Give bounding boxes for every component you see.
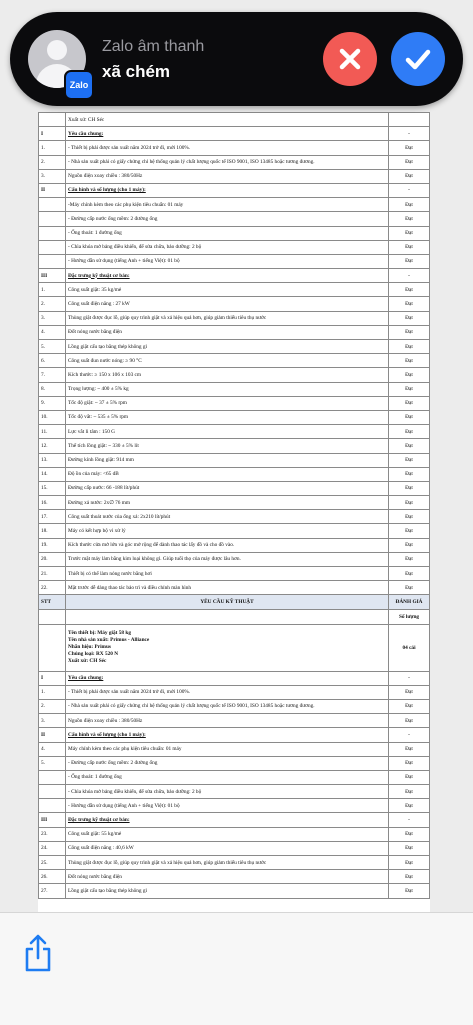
table-row: [39, 581, 430, 595]
row-requirement: Máy có kết hợp bộ vi xử lý: [66, 524, 389, 538]
row-requirement: -Máy chính kèm theo các phụ kiện tiêu chuẩn: 01 máy: [66, 198, 389, 212]
decline-button[interactable]: [323, 32, 377, 86]
section-row: [39, 269, 430, 283]
row-requirement: - Thiết bị phải được sản xuất năm 2024 trở đi, mới 100%.: [66, 685, 389, 699]
table-row: [39, 538, 430, 552]
row-requirement: Trọng lượng: ~ 400 ± 5% kg: [66, 382, 389, 396]
row-number: III: [39, 813, 66, 827]
row-number: 20.: [39, 552, 66, 566]
row-requirement: Trước mặt máy làm bằng kim loại không gỉ. Giúp tuổi thọ của máy được lâu hơn.: [66, 552, 389, 566]
row-requirement: Tốc độ giặt: ~ 37 ± 5% rpm: [66, 396, 389, 410]
row-result: Đạt: [389, 453, 430, 467]
row-result: Đạt: [389, 410, 430, 424]
row-requirement: Kích thước cửa mở lớn và góc mở rộng để dành thao tác lấy đồ và cho đồ vào.: [66, 538, 389, 552]
device-brand: Nhãn hiệu: Primus: [68, 644, 111, 651]
table-row: [39, 841, 430, 855]
table-row: [39, 254, 430, 268]
row-number: [39, 254, 66, 268]
row-number: 22.: [39, 581, 66, 595]
table-row: [39, 870, 430, 884]
section-row: [39, 127, 430, 141]
row-result: Đạt: [389, 841, 430, 855]
row-requirement: Công suất điện năng : 27 kW: [66, 297, 389, 311]
row-result: Đạt: [389, 510, 430, 524]
table-row: [39, 453, 430, 467]
row-result: Đạt: [389, 382, 430, 396]
row-result: Đạt: [389, 425, 430, 439]
header-quantity: Số lượng: [389, 610, 430, 624]
share-icon[interactable]: [22, 933, 54, 973]
row-requirement: Công suất thoát nước của ống xả: 2x210 lít/phút: [66, 510, 389, 524]
bottom-toolbar: [0, 912, 473, 1025]
row-result: Đạt: [389, 354, 430, 368]
table-row: [39, 742, 430, 756]
row-number: 24.: [39, 841, 66, 855]
row-result: Đạt: [389, 884, 430, 898]
table-row: [39, 856, 430, 870]
row-number: 4.: [39, 742, 66, 756]
row-result: Đạt: [389, 155, 430, 169]
row-number: 26.: [39, 870, 66, 884]
row-number: 8.: [39, 382, 66, 396]
table-row: [39, 396, 430, 410]
row-result: Đạt: [389, 254, 430, 268]
row-requirement: Mặt trước dễ dàng thao tác bảo trì và điều chỉnh màn hình: [66, 581, 389, 595]
table-row: [39, 552, 430, 566]
row-number: 6.: [39, 354, 66, 368]
row-result: Đạt: [389, 467, 430, 481]
header-stt: STT: [39, 595, 66, 610]
row-number: 7.: [39, 368, 66, 382]
row-number: 3.: [39, 311, 66, 325]
row-result: Đạt: [389, 198, 430, 212]
table-row: [39, 155, 430, 169]
row-result: Đạt: [389, 212, 430, 226]
table-row: [39, 770, 430, 784]
table-row: [39, 425, 430, 439]
row-requirement: Công suất điện năng : 40,6 kW: [66, 841, 389, 855]
table-row: [39, 467, 430, 481]
row-number: [39, 785, 66, 799]
row-result: Đạt: [389, 827, 430, 841]
row-result: [389, 113, 430, 127]
row-number: 2.: [39, 699, 66, 713]
row-requirement: Thể tích lồng giặt: ~ 330 ± 5% lít: [66, 439, 389, 453]
row-result: Đạt: [389, 240, 430, 254]
row-result: Đạt: [389, 340, 430, 354]
table-row: [39, 496, 430, 510]
row-requirement: Lực vắt li tâm : 150 G: [66, 425, 389, 439]
row-requirement: Đốt nóng nước bằng điện: [66, 325, 389, 339]
row-number: II: [39, 728, 66, 742]
device-info: [68, 630, 386, 664]
row-result: -: [389, 813, 430, 827]
row-requirement: Nguồn điện xoay chiều : 380/50Hz: [66, 169, 389, 183]
section-row: [39, 813, 430, 827]
table-row: [39, 325, 430, 339]
table-row: [39, 226, 430, 240]
row-requirement: - Ống thoát: 1 đường ống: [66, 770, 389, 784]
row-number: 12.: [39, 439, 66, 453]
row-number: 4.: [39, 325, 66, 339]
row-number: [39, 198, 66, 212]
table-row: [39, 799, 430, 813]
row-result: -: [389, 728, 430, 742]
row-requirement: Cấu hình và số lượng (cho 1 máy):: [66, 183, 389, 197]
row-number: [39, 770, 66, 784]
checkmark-icon: [391, 32, 445, 86]
device-manufacturer: Tên nhà sản xuất: Primus - Alliance: [68, 637, 150, 644]
table-row: [39, 141, 430, 155]
row-requirement: Đặc trưng kỹ thuật cơ bản:: [66, 269, 389, 283]
row-number: [39, 799, 66, 813]
row-result: Đạt: [389, 856, 430, 870]
section-row: [39, 728, 430, 742]
row-number: 11.: [39, 425, 66, 439]
row-result: Đạt: [389, 756, 430, 770]
device-name: Tên thiết bị: Máy giặt 58 kg: [68, 630, 131, 637]
row-requirement: Máy chính kèm theo các phụ kiện tiêu chuẩn: 01 máy: [66, 742, 389, 756]
row-requirement: Lồng giặt cấu tạo bằng thép không gỉ: [66, 340, 389, 354]
table-row: [39, 198, 430, 212]
row-result: Đạt: [389, 538, 430, 552]
header-evaluation: ĐÁNH GIÁ: [389, 595, 430, 610]
table-row: [39, 410, 430, 424]
row-number: 13.: [39, 453, 66, 467]
row-requirement: Công suất giặt: 55 kg/mẻ: [66, 827, 389, 841]
row-requirement: Công suất giặt: 35 kg/mẻ: [66, 283, 389, 297]
table-row: [39, 699, 430, 713]
row-result: Đạt: [389, 283, 430, 297]
document-page: [38, 112, 430, 912]
table-row: [39, 481, 430, 495]
device-info-row: [39, 624, 430, 671]
row-result: Đạt: [389, 770, 430, 784]
row-requirement: - Nhà sản xuất phải có giấy chứng chỉ hệ thống quản lý chất lượng quốc tế ISO 9001, ISO 13485 hoặc tương đương.: [66, 699, 389, 713]
spec-table: [38, 112, 430, 899]
table-row: [39, 884, 430, 898]
row-number: I: [39, 671, 66, 685]
row-number: 10.: [39, 410, 66, 424]
table-row: [39, 439, 430, 453]
row-number: 9.: [39, 396, 66, 410]
row-number: 25.: [39, 856, 66, 870]
row-result: Đạt: [389, 552, 430, 566]
row-result: -: [389, 183, 430, 197]
table-row: [39, 340, 430, 354]
row-requirement: Yêu cầu chung:: [66, 127, 389, 141]
table-row: [39, 283, 430, 297]
table-row: [39, 297, 430, 311]
row-requirement: - Hướng dẫn sử dụng (tiếng Anh + tiếng Việt): 01 bộ: [66, 254, 389, 268]
row-requirement: - Đường cấp nước ống mềm: 2 đường ống: [66, 756, 389, 770]
row-number: 2.: [39, 297, 66, 311]
row-requirement: - Chìa khóa mở bảng điều khiển, để sửa chữa, bảo dưỡng: 2 bộ: [66, 240, 389, 254]
row-number: [39, 212, 66, 226]
row-number: 16.: [39, 496, 66, 510]
row-requirement: Đường xả nước: 2x∅ 76 mm: [66, 496, 389, 510]
row-result: Đạt: [389, 581, 430, 595]
row-result: -: [389, 671, 430, 685]
row-requirement: - Hướng dẫn sử dụng (tiếng Anh + tiếng Việt): 01 bộ: [66, 799, 389, 813]
row-result: -: [389, 127, 430, 141]
notification-message: xã chém: [102, 62, 171, 81]
row-result: Đạt: [389, 311, 430, 325]
table-row: [39, 382, 430, 396]
table-row: [39, 354, 430, 368]
notification-app-name: Zalo âm thanh: [102, 38, 205, 55]
table-row: [39, 113, 430, 127]
row-number: 18.: [39, 524, 66, 538]
row-result: -: [389, 269, 430, 283]
device-origin: Xuất xứ: CH Séc: [68, 657, 107, 664]
table-header-row: [39, 595, 430, 610]
row-requirement: Xuất xứ: CH Séc: [66, 113, 389, 127]
notification-banner[interactable]: [10, 12, 463, 106]
section-row: [39, 183, 430, 197]
table-row: [39, 714, 430, 728]
row-number: [39, 240, 66, 254]
row-requirement: - Ống thoát: 1 đường ống: [66, 226, 389, 240]
table-row: [39, 567, 430, 581]
row-result: Đạt: [389, 169, 430, 183]
device-model: Chủng loại: RX 520 N: [68, 651, 119, 657]
row-result: Đạt: [389, 141, 430, 155]
table-row: [39, 524, 430, 538]
row-number: 3.: [39, 714, 66, 728]
row-requirement: Đốt nóng nước bằng điện: [66, 870, 389, 884]
row-number: 21.: [39, 567, 66, 581]
row-result: Đạt: [389, 396, 430, 410]
row-requirement: Đường cấp nước: 66 -188 lít/phút: [66, 481, 389, 495]
row-requirement: Độ ồn của máy: <65 dB: [66, 467, 389, 481]
row-requirement: Kích thước: ≥ 150 x 106 x 103 cm: [66, 368, 389, 382]
row-result: Đạt: [389, 481, 430, 495]
row-result: Đạt: [389, 297, 430, 311]
row-requirement: Thùng giặt được đục lỗ, giúp quy trình giặt và xả hiệu quả hơn, giúp giảm thiểu tiêu thụ nước: [66, 856, 389, 870]
table-row: [39, 827, 430, 841]
table-row: [39, 785, 430, 799]
row-requirement: Thùng giặt được đục lỗ, giúp quy trình giặt và xả hiệu quả hơn, giúp giảm thiểu tiêu thụ nước: [66, 311, 389, 325]
row-result: Đạt: [389, 714, 430, 728]
row-requirement: - Thiết bị phải được sản xuất năm 2024 trở đi, mới 100%.: [66, 141, 389, 155]
row-requirement: - Chìa khóa mở bảng điều khiển, để sửa chữa, bảo dưỡng: 2 bộ: [66, 785, 389, 799]
table-subheader-row: [39, 610, 430, 624]
close-icon: [323, 32, 377, 86]
section-row: [39, 671, 430, 685]
row-result: Đạt: [389, 699, 430, 713]
row-number: [39, 226, 66, 240]
row-result: Đạt: [389, 742, 430, 756]
row-requirement: - Nhà sản xuất phải có giấy chứng chỉ hệ thống quản lý chất lượng quốc tế ISO 9001, ISO 13485 hoặc tương đương.: [66, 155, 389, 169]
row-number: 1.: [39, 283, 66, 297]
row-number: 2.: [39, 155, 66, 169]
row-requirement: Đường kính lồng giặt: 914 mm: [66, 453, 389, 467]
row-result: Đạt: [389, 226, 430, 240]
table-row: [39, 510, 430, 524]
row-result: Đạt: [389, 325, 430, 339]
zalo-app-icon: Zalo: [64, 70, 94, 100]
row-result: Đạt: [389, 685, 430, 699]
row-number: II: [39, 183, 66, 197]
row-number: 23.: [39, 827, 66, 841]
device-quantity: 04 cái: [389, 624, 430, 671]
row-number: III: [39, 269, 66, 283]
row-requirement: Tốc độ vắt: ~ 535 ± 5% rpm: [66, 410, 389, 424]
row-requirement: Yêu cầu chung:: [66, 671, 389, 685]
row-result: Đạt: [389, 785, 430, 799]
accept-button[interactable]: [391, 32, 445, 86]
row-number: [39, 113, 66, 127]
row-number: 27.: [39, 884, 66, 898]
row-number: 3.: [39, 169, 66, 183]
row-number: 5.: [39, 340, 66, 354]
row-requirement: Lồng giặt cấu tạo bằng thép không gỉ: [66, 884, 389, 898]
table-row: [39, 240, 430, 254]
table-row: [39, 169, 430, 183]
table-row: [39, 212, 430, 226]
row-result: Đạt: [389, 368, 430, 382]
row-requirement: - Đường cấp nước ống mềm: 2 đường ống: [66, 212, 389, 226]
row-requirement: Nguồn điện xoay chiều : 380/50Hz: [66, 714, 389, 728]
row-number: 5.: [39, 756, 66, 770]
row-result: Đạt: [389, 567, 430, 581]
row-result: Đạt: [389, 799, 430, 813]
row-number: I: [39, 127, 66, 141]
row-requirement: Cấu hình và số lượng (cho 1 máy):: [66, 728, 389, 742]
table-row: [39, 685, 430, 699]
row-number: 19.: [39, 538, 66, 552]
table-row: [39, 311, 430, 325]
row-number: 17.: [39, 510, 66, 524]
table-row: [39, 368, 430, 382]
row-result: Đạt: [389, 524, 430, 538]
header-requirements: YÊU CẦU KỸ THUẬT: [66, 595, 389, 610]
row-number: 15.: [39, 481, 66, 495]
row-requirement: Đặc trưng kỹ thuật cơ bản:: [66, 813, 389, 827]
row-result: Đạt: [389, 496, 430, 510]
row-result: Đạt: [389, 439, 430, 453]
row-number: 1.: [39, 141, 66, 155]
row-number: 1.: [39, 685, 66, 699]
table-row: [39, 756, 430, 770]
row-result: Đạt: [389, 870, 430, 884]
row-requirement: Công suất đun nước nóng: ≥ 90 °C: [66, 354, 389, 368]
row-number: 14.: [39, 467, 66, 481]
row-requirement: Thiết bị có thể làm nóng nước bằng hơi: [66, 567, 389, 581]
